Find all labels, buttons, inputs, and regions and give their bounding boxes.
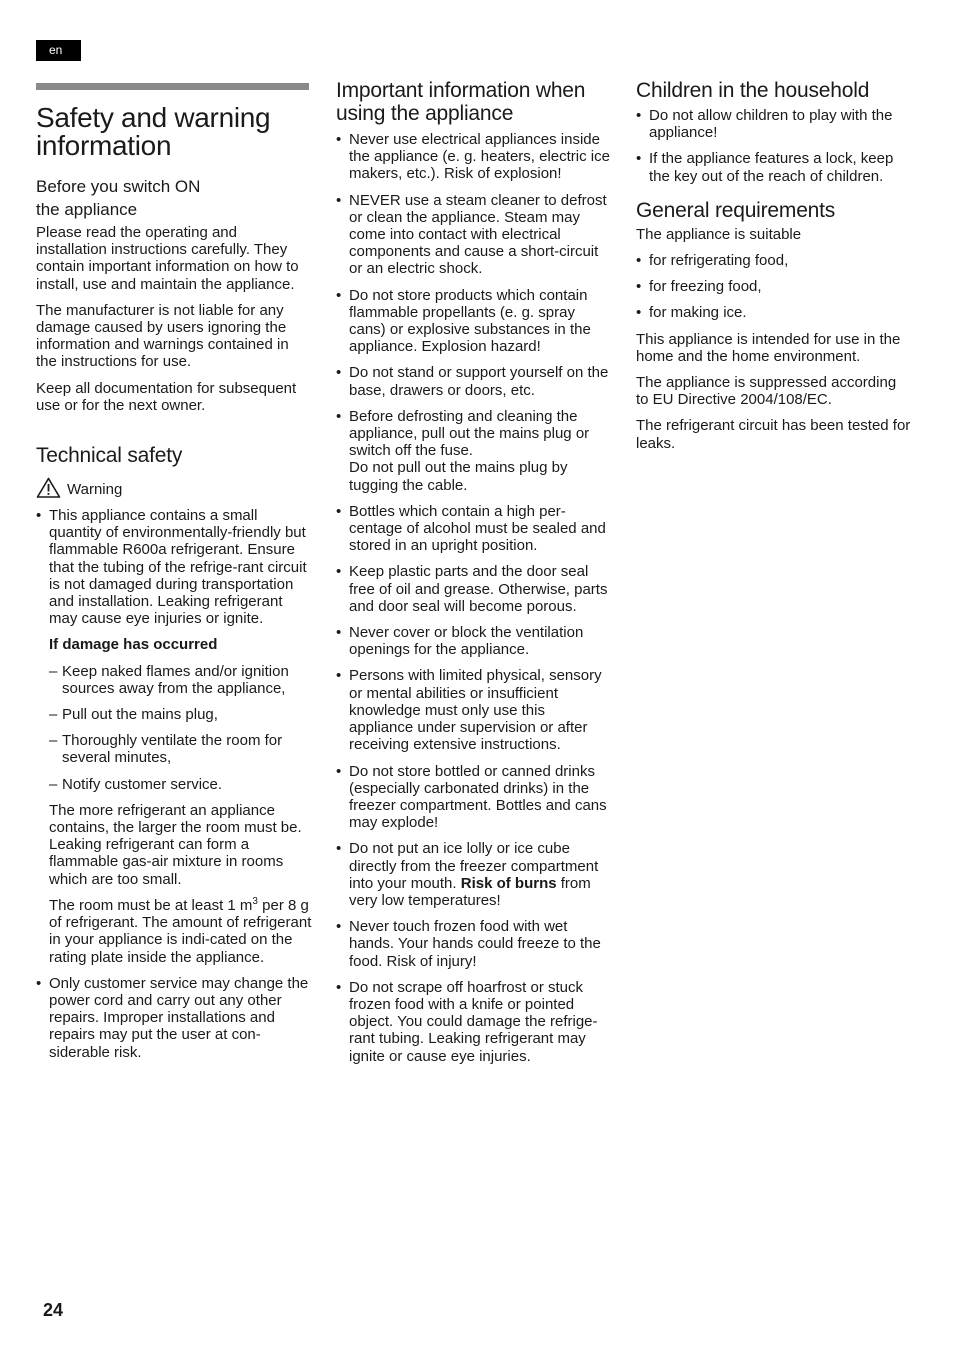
list-item: • Bottles which contain a high per-centage of alcohol must be sealed and stored in an upright position. (336, 503, 612, 555)
room-size-text (49, 897, 312, 966)
before-paragraph-3: Keep all documentation for subsequent use or for the next owner. (36, 379, 297, 414)
page-number: 24 (43, 1300, 64, 1320)
list-item (36, 507, 312, 966)
list-item: • Persons with limited physical, sensory or mental abilities or insufficient knowledge must only use this appliance under supervision or after receiving extensive instructions. (336, 667, 612, 753)
page-title: Safety and warning information (36, 102, 271, 161)
list-item: • for refrigerating food, (636, 252, 912, 269)
warning-line (36, 477, 312, 498)
before-paragraph-2: The manufacturer is not liable for any damage caused by users ignoring the information and warnings contained in the instructions for use. (36, 301, 289, 371)
children-list (636, 107, 912, 185)
list-item: • for making ice. (636, 304, 912, 321)
list-item: • Do not store products which contain flammable propellants (e. g. spray cans) or explosive substances in the appliance. Explosion hazard! (336, 287, 612, 356)
before-heading-line1: Before you switch ON (36, 177, 201, 196)
list-item: • Only customer service may change the power cord and carry out any other repairs. Improper installations and repairs may put the user at con-siderable risk. (36, 975, 312, 1061)
list-item: – Thoroughly ventilate the room for several minutes, (49, 732, 312, 766)
suitable-text: The appliance is suitable (636, 225, 802, 243)
column-important-info (336, 79, 612, 1074)
superscript: 3 (252, 895, 258, 907)
technical-safety-heading: Technical safety (36, 444, 183, 468)
damage-heading: If damage has occurred (49, 636, 218, 654)
list-item: – Pull out the mains plug, (49, 706, 312, 723)
list-item: • for freezing food, (636, 278, 912, 295)
column-safety (36, 104, 312, 1070)
list-item: – Notify customer service. (49, 776, 312, 793)
before-heading-line2: the appliance (36, 200, 138, 219)
important-info-heading: Important information when using the appliance (336, 79, 586, 125)
list-item (336, 408, 612, 494)
language-tag: en (36, 40, 81, 61)
room-size-text-b: per 8 g of refrigerant. The amount of refrigerant in your appliance is indi-cated on the rating plate inside the appliance. (49, 896, 312, 966)
list-item: • Never cover or block the ventilation openings for the appliance. (336, 624, 612, 658)
top-rule (36, 83, 309, 90)
risk-of-burns: Risk of burns (460, 874, 557, 892)
damage-steps (49, 663, 312, 793)
list-item: • If the appliance features a lock, keep the key out of the reach of children. (636, 150, 912, 184)
before-paragraph-1: Please read the operating and installation instructions carefully. They contain important information on how to install, use and maintain the appliance. (36, 224, 299, 293)
warning-triangle-icon (36, 477, 61, 498)
important-info-list (336, 131, 612, 1065)
list-item: • Do not stand or support yourself on the base, drawers or doors, etc. (336, 364, 612, 398)
defrost-extra-text: Do not pull out the mains plug by tugging the cable. (349, 459, 568, 494)
refrigerant-text: • This appliance contains a small quantity of environmentally-friendly but flammable R600a refrigerant. Ensure that the tubing of the refrige-rant circuit is not damaged during transportation and installation. Leaking refrigerant may cause eye injuries or ignite. (49, 507, 307, 628)
uses-list (636, 252, 912, 322)
directive-text: The appliance is suppressed according to EU Directive 2004/108/EC. (636, 374, 897, 409)
list-item: • Do not store bottled or canned drinks (especially carbonated drinks) in the freezer compartment. Bottles and cans may explode! (336, 763, 612, 832)
ice-text-b: from very low temperatures! (349, 874, 591, 909)
list-item: • Never touch frozen food with wet hands. Your hands could freeze to the food. Risk of injury! (336, 918, 612, 970)
defrost-text: Before defrosting and cleaning the appliance, pull out the mains plug or switch off the fuse. (349, 407, 590, 460)
technical-safety-list (36, 507, 312, 1061)
list-item (336, 840, 612, 909)
ice-text-a: Do not put an ice lolly or ice cube directly from the freezer compartment into your mouth. (349, 840, 599, 892)
home-use-text: This appliance is intended for use in the home and the home environment. (636, 330, 901, 365)
list-item: • Never use electrical appliances inside the appliance (e. g. heaters, electric ice makers, etc.). Risk of explosion! (336, 131, 612, 183)
list-item: • NEVER use a steam cleaner to defrost or clean the appliance. Steam may come into contact with electrical components and cause a short-circuit or an electric shock. (336, 192, 612, 278)
list-item: • Do not allow children to play with the appliance! (636, 107, 912, 141)
room-size-text-a: The room must be at least 1 m (49, 896, 253, 914)
column-children-general (636, 79, 912, 461)
more-refrigerant-text: The more refrigerant an appliance contains, the larger the room must be. Leaking refrigerant can form a flammable gas-air mixture in rooms which are too small. (49, 801, 302, 888)
general-requirements-heading: General requirements (636, 198, 836, 222)
leak-test-text: The refrigerant circuit has been tested for leaks. (636, 417, 911, 452)
before-switch-on-heading (36, 175, 312, 221)
children-heading: Children in the household (636, 79, 870, 102)
list-item: – Keep naked flames and/or ignition sources away from the appliance, (49, 663, 312, 697)
list-item: • Do not scrape off hoarfrost or stuck frozen food with a knife or pointed object. You could damage the refrige-rant tubing. Leaking refrigerant may ignite or cause eye injuries. (336, 979, 612, 1065)
list-item: • Keep plastic parts and the door seal free of oil and grease. Otherwise, parts and door seal will become porous. (336, 563, 612, 615)
warning-label: Warning (67, 480, 123, 498)
